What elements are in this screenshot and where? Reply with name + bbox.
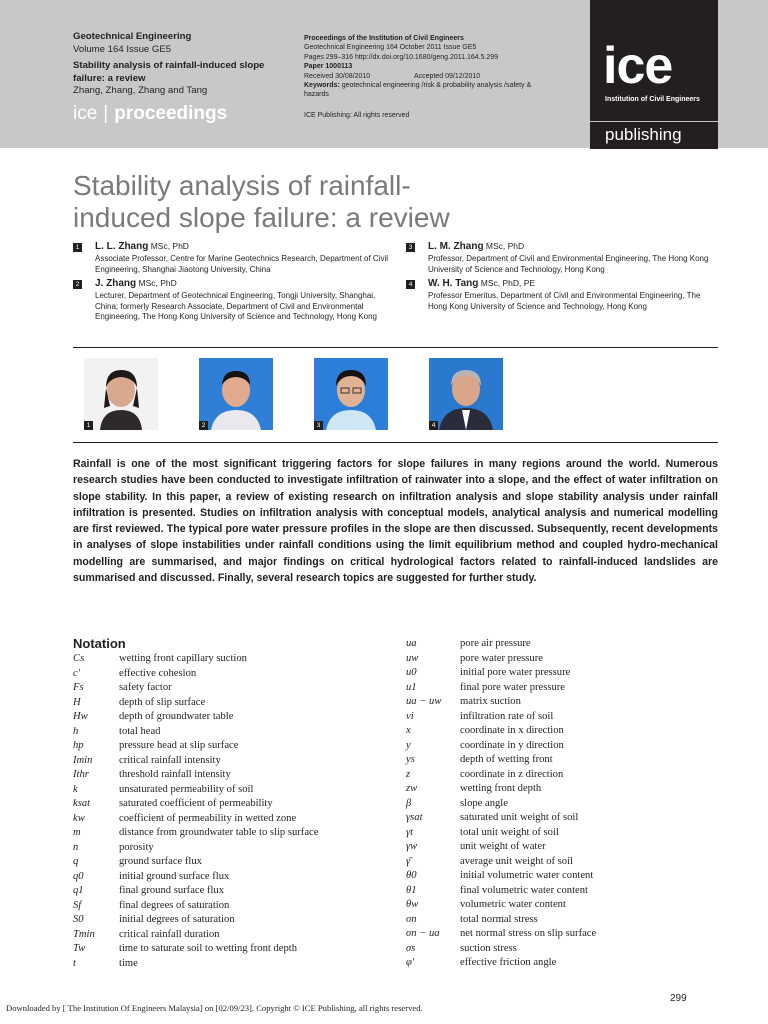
- journal-info: [73, 31, 293, 98]
- notation-symbol: ys: [406, 754, 415, 765]
- ice-logo-mark: ice: [603, 37, 673, 95]
- notation-row: [73, 957, 383, 972]
- notation-row: [73, 884, 383, 899]
- notation-definition: final volumetric water content: [460, 884, 588, 896]
- publishing-label: publishing: [605, 125, 682, 144]
- notation-symbol: Imin: [73, 754, 93, 766]
- notation-symbol: β: [406, 797, 412, 809]
- notation-row: [73, 725, 383, 740]
- divider-photos: [73, 442, 718, 443]
- notation-row: [73, 870, 383, 885]
- notation-row: [73, 652, 383, 667]
- photo-number: 1: [84, 421, 93, 430]
- notation-symbol: θw: [406, 899, 419, 910]
- accepted-date: Accepted 09/12/2010: [414, 72, 481, 80]
- notation-symbol: k: [73, 783, 78, 795]
- author-name: L. M. Zhang: [428, 241, 484, 252]
- notation-definition: infiltration rate of soil: [460, 710, 554, 722]
- notation-row: [73, 826, 383, 841]
- title-line1: Stability analysis of rainfall-: [73, 170, 411, 201]
- notation-definition: wetting front capillary suction: [119, 653, 247, 664]
- author-name-line: [95, 278, 177, 290]
- author-photo-1: [84, 358, 158, 430]
- notation-row: [73, 667, 383, 682]
- notation-row: [73, 681, 383, 696]
- notation-definition: coefficient of permeability in wetted zone: [119, 812, 297, 824]
- notation-definition: initial degrees of saturation: [119, 914, 235, 925]
- author-quals: MSc, PhD: [136, 278, 177, 288]
- notation-row: [406, 652, 716, 667]
- notation-row: [73, 783, 383, 798]
- notation-definition: average unit weight of soil: [460, 855, 573, 867]
- ice-logo-subtitle: Institution of Civil Engineers: [605, 96, 700, 103]
- author-number: 4: [406, 280, 415, 289]
- keywords-line-2: hazards: [304, 91, 329, 99]
- notation-row: [406, 884, 716, 899]
- notation-row: [73, 739, 383, 754]
- notation-row: [406, 637, 716, 652]
- notation-row: [406, 768, 716, 783]
- notation-definition: porosity: [119, 841, 154, 853]
- divider-top: [73, 347, 718, 348]
- notation-definition: initial volumetric water content: [460, 870, 594, 881]
- notation-row: [406, 695, 716, 710]
- notation-symbol: u1: [406, 681, 417, 693]
- author-affiliation: Professor Emeritus, Department of Civil and Environmental Engineering, The Hong Kong University of Science and Technology, Hong Kong: [428, 291, 701, 311]
- notation-definition: pore air pressure: [460, 638, 531, 649]
- author-affiliation: Associate Professor, Centre for Marine Geotechnics Research, Department of Civil Engineering, Shanghai Jiaotong University, China: [95, 254, 389, 274]
- notation-definition: distance from groundwater table to slip surface: [119, 827, 319, 838]
- notation-symbol: Tw: [73, 943, 86, 954]
- download-footer: Downloaded by [ The Institution Of Engineers Malaysia] on [02/09/23]. Copyright © ICE Publishing, all rights reserved.: [6, 1003, 423, 1013]
- notation-row: [406, 753, 716, 768]
- author-name: W. H. Tang: [428, 278, 479, 289]
- notation-row: [406, 855, 716, 870]
- notation-symbol: q: [73, 856, 79, 867]
- notation-symbol: kw: [73, 812, 85, 824]
- page-number: 299: [670, 993, 687, 1004]
- journal-header: [0, 0, 768, 148]
- notation-symbol: σs: [406, 942, 416, 954]
- notation-definition: matrix suction: [460, 696, 521, 707]
- notation-symbol: n: [73, 841, 79, 853]
- author-affiliation: Professor, Department of Civil and Environmental Engineering, The Hong Kong University of Science and Technology, Hong Kong: [428, 254, 709, 274]
- notation-symbol: Ithr: [73, 769, 89, 780]
- publishing-logo: [590, 121, 718, 149]
- notation-symbol: q1: [73, 885, 84, 896]
- notation-definition: unsaturated permeability of soil: [119, 783, 254, 795]
- author-number: 3: [406, 243, 415, 252]
- notation-symbol: zw: [406, 783, 418, 794]
- pages-line: Pages 299–316 http://dx.doi.org/10.1680/geng.2011.164.5.299: [304, 53, 499, 61]
- notation-row: [406, 869, 716, 884]
- notation-symbol: θ0: [406, 870, 417, 881]
- notation-definition: threshold rainfall intensity: [119, 769, 231, 780]
- notation-row: [73, 913, 383, 928]
- notation-definition: saturated coefficient of permeability: [119, 798, 273, 809]
- notation-symbol: γsat: [406, 812, 423, 823]
- brand-separator: |: [103, 103, 109, 124]
- notation-symbol: ksat: [73, 798, 91, 809]
- notation-symbol: m: [73, 827, 81, 838]
- keywords-line: [304, 81, 574, 90]
- notation-list-right: [406, 637, 716, 971]
- notation-symbol: Cs: [73, 653, 85, 664]
- paper-number: Paper 1000113: [304, 63, 353, 71]
- keywords-label: Keywords:: [304, 82, 340, 90]
- author-photo-4: [429, 358, 503, 430]
- notation-definition: pore water pressure: [460, 652, 543, 664]
- notation-definition: initial pore water pressure: [460, 667, 571, 678]
- notation-symbol: φ′: [406, 957, 415, 968]
- notation-symbol: γt: [406, 826, 414, 838]
- author-photo-3: [314, 358, 388, 430]
- author-quals: MSc, PhD: [483, 241, 525, 251]
- author-affiliation: Lecturer, Department of Geotechnical Engineering, Tongji University, Shanghai, China; formerly Research Associate, Department of Civil and Environmental Engineering, The Hong Kong University of Science and Technology, Hong Kong: [95, 291, 377, 322]
- notation-symbol: ua: [406, 638, 417, 649]
- notation-symbol: σn − ua: [406, 928, 440, 939]
- notation-symbol: h: [73, 725, 79, 737]
- notation-definition: unit weight of water: [460, 841, 546, 852]
- keywords: geotechnical engineering /risk & probability analysis /safety &: [341, 82, 532, 90]
- notation-definition: final ground surface flux: [119, 885, 225, 896]
- notation-row: [406, 942, 716, 957]
- abstract: Rainfall is one of the most significant triggering factors for slope failures in many regions around the world. Numerous research studies have been conducted to investigate infiltration of rainwater into a slope, and the effect of water infiltration on slope stability. In this paper, a review of existing research on infiltration analysis and slope stability analysis under rainfall infiltration is presented. Studies on infiltration analysis with conceptual models, analytical analysis and numerical modelling are first reviewed. The typical pore water pressure profiles in the slope are then discussed. Subsequently, recent developments in analyses of slope instabilities under rainfall conditions using the limit equilibrium method and coupled hydro-mechanical modelling are summarised, and major findings on critical hydrological factors related to rainfall-induced landslides are summarised and discussed. Finally, several research topics are suggested for further study.: [73, 458, 718, 585]
- notation-definition: depth of wetting front: [460, 754, 553, 765]
- notation-definition: effective friction angle: [460, 957, 557, 968]
- notation-symbol: θ1: [406, 884, 417, 896]
- publication-details: [304, 34, 574, 120]
- notation-row: [73, 841, 383, 856]
- notation-row: [406, 927, 716, 942]
- notation-definition: initial ground surface flux: [119, 870, 230, 882]
- notation-definition: critical rainfall intensity: [119, 754, 221, 766]
- ice-proceedings-brand: [73, 103, 227, 125]
- notation-row: [406, 826, 716, 841]
- notation-symbol: y: [406, 739, 411, 751]
- notation-row: [73, 797, 383, 812]
- notation-symbol: z: [406, 768, 411, 780]
- author-photo-2: [199, 358, 273, 430]
- author-quals: MSc, PhD: [148, 241, 189, 251]
- short-title-line1: Stability analysis of rainfall-induced slope: [73, 60, 265, 71]
- notation-row: [406, 840, 716, 855]
- notation-symbol: H: [73, 696, 81, 708]
- notation-row: [73, 696, 383, 711]
- notation-symbol: c′: [73, 667, 81, 679]
- notation-definition: coordinate in y direction: [460, 739, 564, 751]
- notation-definition: time to saturate soil to wetting front depth: [119, 943, 297, 954]
- notation-definition: pressure head at slip surface: [119, 740, 239, 751]
- notation-symbol: u0: [406, 667, 417, 678]
- notation-symbol: Tmin: [73, 928, 95, 940]
- notation-symbol: t: [73, 957, 76, 969]
- notation-symbol: Sf: [73, 899, 82, 911]
- notation-row: [406, 898, 716, 913]
- notation-row: [406, 811, 716, 826]
- photo-number: 4: [429, 421, 438, 430]
- authors-short: Zhang, Zhang, Zhang and Tang: [73, 85, 208, 96]
- notation-definition: final pore water pressure: [460, 681, 566, 693]
- paper-title: [73, 170, 593, 234]
- notation-definition: final degrees of saturation: [119, 899, 230, 911]
- notation-row: [73, 928, 383, 943]
- notation-list-left: [73, 652, 383, 971]
- notation-symbol: uw: [406, 652, 419, 664]
- notation-symbol: x: [406, 725, 411, 736]
- notation-definition: saturated unit weight of soil: [460, 812, 579, 823]
- notation-definition: coordinate in z direction: [460, 768, 564, 780]
- title-line2: induced slope failure: a review: [73, 202, 450, 233]
- author-name: J. Zhang: [95, 278, 137, 289]
- dates-row: [304, 72, 574, 81]
- received-date: Received 30/08/2010: [304, 72, 371, 80]
- journal-name: Geotechnical Engineering: [73, 31, 192, 42]
- notation-symbol: S0: [73, 914, 84, 925]
- notation-row: [406, 797, 716, 812]
- notation-definition: safety factor: [119, 682, 172, 693]
- brand-proceedings: proceedings: [114, 103, 228, 124]
- notation-row: [406, 666, 716, 681]
- notation-row: [73, 754, 383, 769]
- notation-definition: suction stress: [460, 942, 517, 954]
- notation-heading: Notation: [73, 636, 126, 651]
- notation-definition: wetting front depth: [460, 783, 542, 794]
- brand-ice: ice: [73, 103, 98, 124]
- notation-symbol: hp: [73, 740, 84, 751]
- notation-row: [73, 768, 383, 783]
- notation-symbol: γw: [406, 841, 418, 852]
- notation-definition: net normal stress on slip surface: [460, 928, 597, 939]
- notation-symbol: σn: [406, 913, 417, 925]
- rights-notice: ICE Publishing: All rights reserved: [304, 111, 410, 119]
- notation-row: [406, 710, 716, 725]
- author-number: 2: [73, 280, 82, 289]
- notation-row: [73, 812, 383, 827]
- notation-definition: time: [119, 957, 138, 969]
- notation-definition: slope angle: [460, 797, 508, 809]
- notation-row: [73, 942, 383, 957]
- notation-row: [73, 855, 383, 870]
- notation-symbol: vi: [406, 710, 414, 722]
- notation-row: [406, 724, 716, 739]
- notation-symbol: Hw: [73, 711, 88, 722]
- notation-row: [406, 739, 716, 754]
- notation-definition: depth of slip surface: [119, 696, 206, 708]
- notation-symbol: q0: [73, 870, 84, 882]
- notation-row: [406, 681, 716, 696]
- journal-volume: Volume 164 Issue GE5: [73, 43, 172, 55]
- author-name: L. L. Zhang: [95, 241, 149, 252]
- notation-definition: effective cohesion: [119, 667, 197, 679]
- notation-symbol: Fs: [73, 682, 84, 693]
- author-name-line: [428, 278, 535, 290]
- notation-row: [406, 956, 716, 971]
- author-name-line: [95, 241, 189, 253]
- author-number: 1: [73, 243, 82, 252]
- notation-row: [406, 913, 716, 928]
- notation-definition: volumetric water content: [460, 899, 566, 910]
- photo-number: 2: [199, 421, 208, 430]
- photo-number: 3: [314, 421, 323, 430]
- notation-definition: total unit weight of soil: [460, 826, 559, 838]
- notation-row: [406, 782, 716, 797]
- notation-symbol: ua − uw: [406, 696, 442, 707]
- proceedings-heading: Proceedings of the Institution of Civil Engineers: [304, 35, 464, 42]
- notation-definition: critical rainfall duration: [119, 928, 220, 940]
- notation-definition: coordinate in x direction: [460, 725, 564, 736]
- short-title-line2: failure: a review: [73, 72, 146, 84]
- notation-definition: total normal stress: [460, 913, 538, 925]
- author-name-line: [428, 241, 524, 253]
- notation-symbol: γ̄: [406, 855, 411, 867]
- notation-definition: ground surface flux: [119, 856, 202, 867]
- issue-line: Geotechnical Engineering 164 October 2011 Issue GE5: [304, 44, 477, 52]
- author-quals: MSc, PhD, PE: [478, 278, 536, 288]
- notation-definition: depth of groundwater table: [119, 711, 234, 722]
- notation-definition: total head: [119, 725, 161, 737]
- notation-row: [73, 710, 383, 725]
- notation-row: [73, 899, 383, 914]
- ice-logo: [590, 0, 718, 121]
